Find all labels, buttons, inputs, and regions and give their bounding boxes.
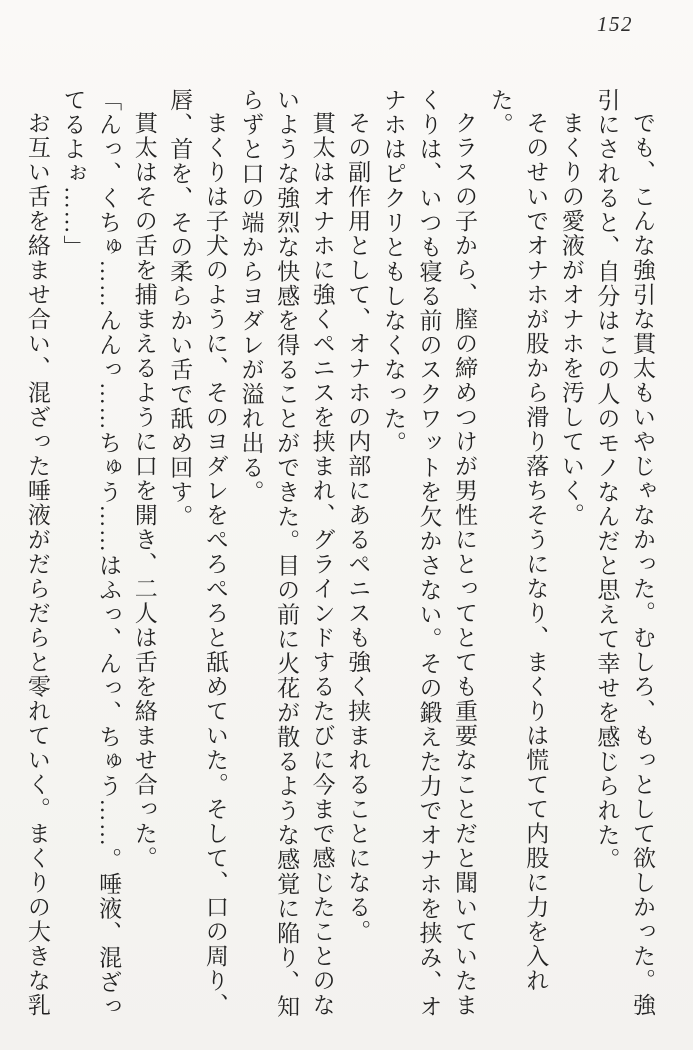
paragraph: そのせいでオナホが股から滑り落ちそうになり、まくりは慌てて内股に力を入れた。 [487, 88, 549, 993]
paragraph: まくりは子犬のように、そのヨダレをぺろぺろと舐めていた。そして、口の周り、唇、首を、その柔らかい舌で舐め回す。 [167, 88, 228, 1018]
paragraph: クラスの子から、膣の締めつけが男性にとってとても重要なことだと聞いていたまくりは、いつも寝る前のスクワットを欠かさない。その鍛えた力でオナホを挟み、オナホはピクリともしなくなった。 [380, 88, 478, 1019]
paragraph: その副作用として、オナホの内部にあるペニスも強く挟まれることになる。 [345, 111, 371, 944]
page-number: 152 [597, 12, 633, 36]
paragraph: 貫太はその舌を捕まえるように口を開き、二人は舌を絡ませ合った。 [131, 111, 157, 871]
paragraph: お互い舌を絡ませ合い、混ざった唾液がだらだらと零れていく。まくりの大きな乳 [24, 111, 50, 1018]
paragraph: 貫太はオナホに強くペニスを挟まれ、グラインドするたびに今まで感じたことのないような強烈な快感を得ることができた。目の前に火花が散るような感覚に陥り、知らずと口の端からヨダレが溢れ出る。 [238, 88, 335, 1019]
paragraph: でも、こんな強引な貫太もいやじゃなかった。むしろ、もっとして欲しかった。強引にされると、自分はこの人のモノなんだと思えて幸せを感じられた。 [594, 88, 655, 1018]
body-text-block [24, 88, 660, 1028]
paragraph: 「んっ、くちゅ……んんっ……ちゅう……はふっ、んっ、ちゅう……。唾液、混ざってるよぉ……」 [60, 88, 122, 1019]
paragraph: まくりの愛液がオナホを汚していく。 [558, 111, 584, 528]
